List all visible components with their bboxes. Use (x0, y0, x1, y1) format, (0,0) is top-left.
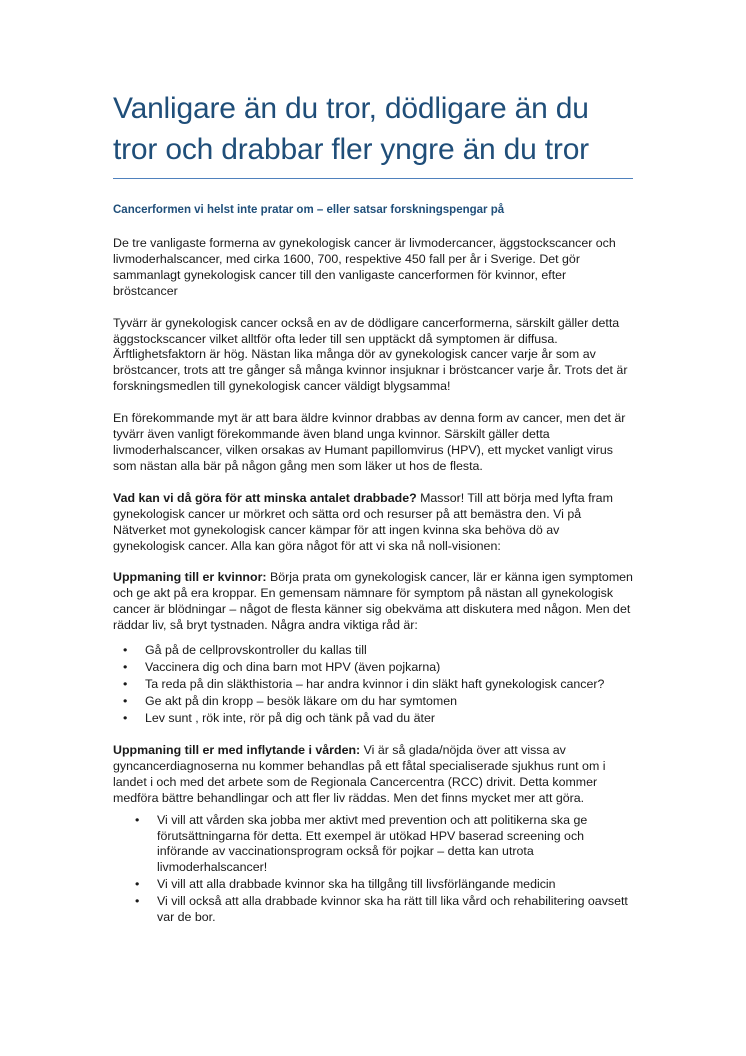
list-item: • Vi vill också att alla drabbade kvinnor ska ha rätt till lika vård och rehabilitering oavsett var de bor. (135, 894, 628, 925)
bullet-icon: • (123, 694, 128, 709)
bullet-icon: • (135, 894, 140, 909)
bullet-icon: • (123, 660, 128, 675)
paragraph-5-body: Börja prata om gynekologisk cancer, lär er känna igen symptomen och ge akt på era kroppar. En gemensam nämnare för symptom på nästan all gynekologisk cancer är blödningar – något de flesta känner sig obekväma att diskutera med någon. Men det räddar liv, så bryt tystnaden. Några andra viktiga råd är: (113, 570, 633, 633)
paragraph-6-body: Vi är så glada/nöjda över att vissa av gyncancerdiagnoserna nu kommer behandlas på ett fåtal specialiserade sjukhus runt om i landet i och med det arbete som de Regionala Cancercentra (RCC) drivit. Detta kommer medföra bättre behandlingar och att fler liv räddas. Men det finns mycket mer att göra. (113, 743, 606, 805)
list-item: • Gå på de cellprovskontroller du kallas till (123, 643, 367, 658)
document-subtitle: Cancerformen vi helst inte pratar om – eller satsar forskningspengar på (113, 204, 505, 216)
paragraph-1: De tre vanligaste formerna av gynekologisk cancer är livmodercancer, äggstockscancer och livmoderhalscancer, med cirka 1600, 700, respektive 450 fall per år i Sverige. Det gör sammanlagt gynekologisk cancer till den vanligaste cancerformen för kvinnor, efter bröstcancer (113, 236, 616, 298)
bullet-icon: • (123, 677, 128, 692)
bullet-icon: • (135, 812, 140, 827)
list-item: • Ge akt på din kropp – besök läkare om du har symtomen (123, 694, 457, 709)
paragraph-3: En förekommande myt är att bara äldre kvinnor drabbas av denna form av cancer, men det är tyvärr även vanligt förekommande även bland unga kvinnor. Särskilt gäller detta livmoderhalscancer, vilken orsakas av Humant papillomvirus (HPV), ett mycket vanligt virus som nästan alla bär på någon gång men som läker ut hos de flesta. (113, 411, 626, 473)
page-title: Vanligare än du tror, dödligare än du tror och drabbar fler yngre än du tror (113, 88, 633, 179)
list-item: • Vi vill att alla drabbade kvinnor ska ha tillgång till livsförlängande medicin (135, 877, 556, 892)
paragraph-2: Tyvärr är gynekologisk cancer också en av de dödligare cancerformerna, särskilt gäller detta äggstockscancer vilket alltför ofta leder till sen upptäckt då symptomen är diffusa. Ärftlighetsfaktorn är hög. Nästan lika många dör av gynekologisk cancer varje år som av bröstcancer, trots att tre gånger så många kvinnor insjuknar i bröstcancer varje år. Trots det är forskningsmedlen till gynekologisk cancer väldigt blygsamma! (113, 315, 628, 394)
care-demands-list (113, 813, 633, 926)
paragraph-5 (113, 570, 633, 634)
document-page (113, 88, 633, 927)
list-item: • Ta reda på din släkthistoria – har andra kvinnor i din släkt haft gynekologisk cancer? (123, 677, 605, 692)
paragraph-6-lead: Uppmaning till er med inflytande i vården: (113, 743, 361, 758)
list-item: • Lev sunt , rök inte, rör på dig och tänk på vad du äter (123, 711, 435, 726)
list-item: • Vaccinera dig och dina barn mot HPV (även pojkarna) (123, 660, 441, 675)
bullet-icon: • (135, 877, 140, 892)
paragraph-4-body: Massor! Till att börja med lyfta fram gynekologisk cancer ur mörkret och sätta ord och resurser på att bemästra den. Vi på Nätverket mot gynekologisk cancer kämpar för att ingen kvinna ska behöva dö av gynekologisk cancer. Alla kan göra något för att vi ska nå noll-visionen: (113, 490, 613, 553)
paragraph-4 (113, 491, 633, 555)
bullet-icon: • (123, 643, 128, 658)
list-item: • Vi vill att vården ska jobba mer aktivt med prevention och att politikerna ska ge förutsättningarna för detta. Ett exempel är utökad HPV baserad screening och införande av vaccinationsprogram också för pojkar – detta kan utrota livmoderhalscancer! (135, 812, 588, 875)
paragraph-5-lead: Uppmaning till er kvinnor: (113, 570, 267, 585)
paragraph-6 (113, 743, 633, 807)
paragraph-4-lead: Vad kan vi då göra för att minska antalet drabbade? (113, 490, 417, 505)
bullet-icon: • (123, 711, 128, 726)
advice-list (113, 642, 633, 727)
